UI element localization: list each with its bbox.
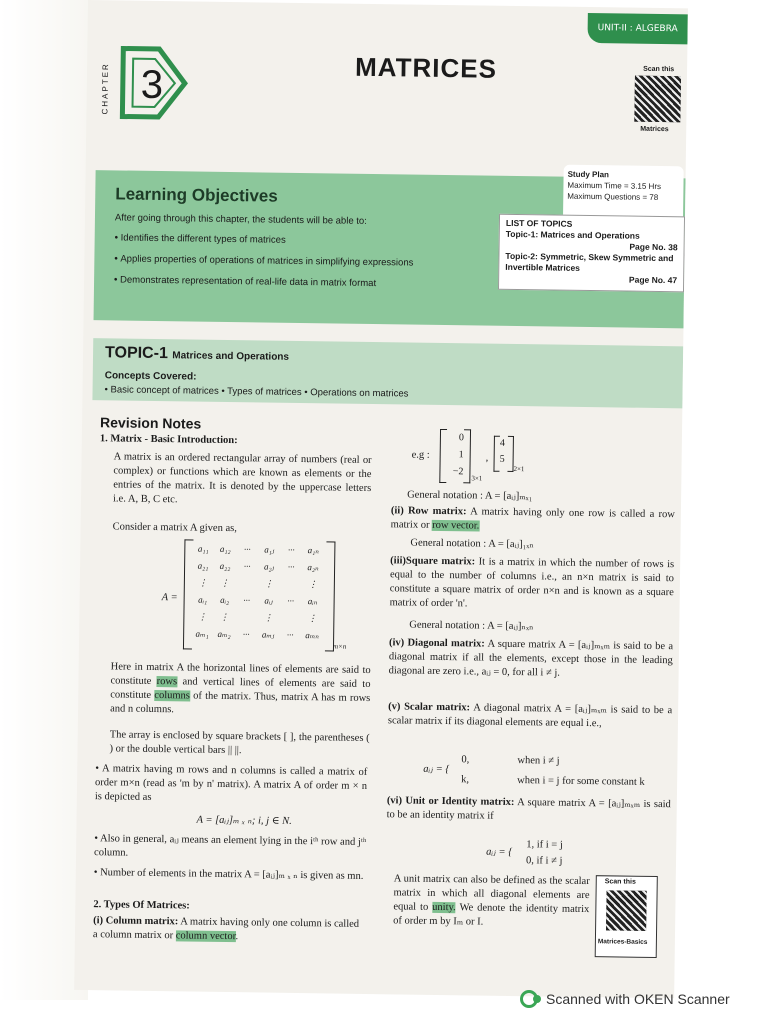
matrix-cell [279, 613, 301, 630]
unit-matrix-text [393, 872, 590, 931]
objective-item: • Applies properties of operations of matrices in simplifying expressions [114, 253, 413, 268]
row-matrix-text [391, 504, 675, 536]
matrix-cell: aₘ₂ [217, 628, 231, 640]
matrix-cell: ··· [287, 544, 295, 555]
qr-code-bottom [606, 890, 647, 931]
matrix-intro-text: A matrix is an ordered rectangular array of numbers (real or complex) or functions which are known as elements or the entries of the matrix. It is denoted by the uppercase letters i.e. A, B, C etc. [112, 451, 372, 506]
matrix-cell: a₂₂ [219, 560, 231, 572]
matrix-row [191, 595, 327, 614]
general-notation-3: General notation : A = [aᵢⱼ]ₙₓₙ [409, 619, 534, 633]
concepts-heading: Concepts Covered: [104, 370, 197, 383]
scalar-case-1: 0, [461, 754, 470, 766]
unity-highlight: unity. [432, 901, 456, 914]
rows-text-2: and vertical lines of elements are said to constitute [110, 676, 371, 701]
general-notation-1: General notation : A = [aᵢⱼ]ₘₓ₁ [407, 489, 533, 503]
matrix-cell: aᵢⱼ [264, 595, 273, 606]
study-plan-time: Maximum Time = 3.15 Hrs [567, 180, 662, 192]
matrix-row [192, 578, 328, 597]
matrix-cell: ⋮ [197, 611, 207, 622]
identity-matrix-text [387, 794, 671, 826]
scanner-watermark [520, 990, 730, 1008]
matrix-cell: ⋮ [307, 613, 317, 624]
page-title: MATRICES [354, 51, 498, 84]
matrix-cell [280, 579, 302, 596]
matrix-cell: ⋮ [264, 578, 274, 589]
matrix-cell: a₁₂ [219, 543, 231, 555]
matrix-row [192, 544, 328, 563]
matrix-cell: ⋮ [263, 612, 273, 623]
matrix-cell: a₁ₙ [307, 545, 320, 556]
topic-1-page: Page No. 38 [629, 241, 678, 253]
matrix-row [192, 561, 328, 580]
study-plan-title: Study Plan [567, 169, 610, 180]
order-bullet: • A matrix having m rows and n columns is called a matrix of order m×n (read as 'm by n' matrix). A matrix A of order m × n is depicted as [94, 763, 368, 803]
rows-highlight: rows [156, 676, 178, 688]
objective-item: • Identifies the different types of matrices [115, 232, 414, 247]
example-label: e.g : [411, 449, 430, 461]
matrix-cell: ··· [287, 595, 295, 606]
topics-box [498, 214, 685, 293]
qr-caption-top: Matrices [640, 125, 669, 134]
unit-matrix-notation: We denote the identity matrix of order m by Iₘ or I. [393, 902, 590, 928]
matrix-cell: ··· [243, 544, 251, 555]
textbook-page [74, 0, 688, 998]
matrix-cell [236, 578, 258, 595]
matrix-A-grid [191, 544, 328, 648]
matrix-cell: ⋮ [220, 577, 230, 589]
scan-label-top: Scan this [643, 65, 675, 74]
page-margin [0, 0, 88, 1000]
topics-title: LIST OF TOPICS [505, 217, 573, 229]
matrix-cell: aₘₙ [305, 630, 320, 641]
column-matrix-text: (i) Column matrix: A matrix having only one column is called a column matrix or column vector. [92, 915, 360, 943]
matrix-cell: a₂ₙ [307, 562, 319, 573]
matrix-cell: ··· [286, 629, 294, 640]
topic-2-entry: Topic-2: Symmetric, Skew Symmetric and Invertible Matrices [505, 250, 674, 273]
scalar-matrix-def: A diagonal matrix A = [aᵢⱼ]ₘₓₘ is said to be a scalar matrix if its diagonal elements are equal i.e., [387, 702, 673, 730]
count-bullet: • Number of elements in the matrix A = [aᵢⱼ]ₘ ₓ ₙ is given as mn. [93, 867, 364, 882]
objective-item: • Demonstrates representation of real-life data in matrix format [114, 274, 413, 289]
row-matrix-def: A matrix having only one row is called a row matrix or [390, 506, 675, 531]
row-matrix-label: (ii) Row matrix: [390, 505, 467, 518]
scalar-case-2-cond: when i = j for some constant k [517, 775, 645, 788]
matrix-cell: ··· [287, 561, 295, 572]
scalar-case-2: k, [461, 774, 470, 786]
chapter-number-arrow [118, 42, 189, 123]
matrix-cell: aᵢ₁ [198, 594, 208, 605]
eg-right-bracket [463, 429, 471, 483]
topic-heading [105, 344, 289, 365]
objectives-list [114, 232, 414, 299]
qr-code-top [634, 76, 681, 123]
matrix-cell: a₂₁ [197, 560, 209, 571]
columns-highlight: columns [154, 689, 191, 702]
order-equation: A = [aᵢⱼ]ₘ ₓ ₙ; i, j ∈ N. [196, 814, 292, 827]
rows-text-3: of the matrix. Thus, matrix A has m rows and n columns. [110, 690, 371, 716]
topic-number: TOPIC-1 [104, 344, 169, 363]
rows-text-1: Here in matrix A the horizontal lines of elements are said to constitute [110, 661, 371, 688]
eg-comma: , [485, 452, 489, 464]
topic-subtitle: Matrices and Operations [172, 350, 290, 363]
count-text: Number of elements in the matrix A = [aᵢⱼ]ₘ ₓ ₙ is given as mn. [100, 867, 364, 882]
matrix-cell: a₁₁ [197, 543, 209, 554]
topic-2-page: Page No. 47 [628, 274, 678, 286]
scalar-case-1-cond: when i ≠ j [517, 755, 560, 767]
matrix-cell: a₂ⱼ [264, 561, 275, 572]
matrix-cell: a₁ⱼ [264, 544, 275, 555]
element-bullet: • Also in general, aᵢⱼ means an element lying in the iᵗʰ row and jᵗʰ column. [94, 833, 367, 859]
matrix-cell: aᵢ₂ [220, 594, 230, 606]
matrix-cell: aₘⱼ [261, 629, 275, 640]
eg-column-matrix-2: 4 5 [499, 437, 505, 465]
matrix-A-label: A = [161, 592, 178, 604]
qr-caption-bottom: Matrices-Basics [597, 938, 648, 946]
eg-left-bracket [439, 429, 447, 483]
rows-columns-text [110, 660, 371, 720]
matrix-cell: ··· [242, 629, 250, 640]
diagonal-matrix-text [389, 636, 674, 682]
eg-order-1: 3×1 [471, 474, 483, 483]
column-matrix-def: A matrix having only one column is called a column matrix or [92, 916, 360, 942]
matrix-cell: ⋮ [219, 611, 229, 623]
column-matrix-label: (i) Column matrix: [93, 915, 179, 928]
square-matrix-label: (iii)Square matrix: [390, 555, 476, 568]
matrix-cell: ··· [243, 595, 251, 606]
matrix-cell: ··· [243, 561, 251, 572]
scalar-matrix-text [388, 700, 672, 732]
unit-tab: UNIT-II : ALGEBRA [587, 13, 687, 44]
identity-case-1: 1, if i = j [526, 839, 563, 851]
section-1-heading: 1. Matrix - Basic Introduction: [99, 433, 238, 447]
concepts-list: • Basic concept of matrices • Types of matrices • Operations on matrices [104, 384, 409, 400]
order-text: A matrix having m rows and n columns is called a matrix of order m×n (read as 'm by n' matrix). A matrix A of order m × n is depicted as [94, 763, 368, 803]
matrix-row [191, 612, 327, 631]
eg-column-matrix-1: 0 1 −2 [452, 432, 465, 478]
scan-label-bottom: Scan this [604, 878, 636, 886]
eg-order-2: 2×1 [513, 464, 525, 474]
column-vector-highlight: column vector [175, 930, 236, 943]
oken-logo-icon [520, 990, 538, 1008]
chapter-number: 3 [140, 62, 164, 108]
scanner-text: Scanned with OKEN Scanner [546, 991, 730, 1007]
unit-matrix-def: A unit matrix can also be defined as the scalar matrix in which all diagonal elements are equal to [393, 873, 590, 913]
matrix-cell: ⋮ [308, 579, 318, 590]
scalar-matrix-label: (v) Scalar matrix: [388, 701, 471, 714]
qr-box-bottom [595, 875, 658, 958]
identity-case-2: 0, if i ≠ j [525, 855, 563, 867]
identity-matrix-label: (vi) Unit or Identity matrix: [386, 795, 515, 809]
diagonal-matrix-def: A square matrix A = [aᵢⱼ]ₘₓₘ is said to be a diagonal matrix if all the elements, except those in the leading diagonal are zero i.e., aᵢⱼ = 0, for all i ≠ j. [388, 638, 674, 679]
brackets-text: The array is enclosed by square brackets [ ], the parentheses ( ) or the double vertical bars || ||. [109, 729, 370, 757]
matrix-cell: aᵢₙ [307, 596, 318, 607]
matrix-row [191, 629, 327, 648]
identity-matrix-def: A square matrix A = [aᵢⱼ]ₘₓₘ is said to be an identity matrix if [386, 797, 671, 822]
element-text: Also in general, aᵢⱼ means an element lying in the iᵗʰ row and jᵗʰ column. [94, 833, 367, 859]
matrix-cell: aₘ₁ [195, 628, 209, 639]
revision-notes-heading: Revision Notes [99, 414, 202, 432]
study-plan-questions: Maximum Questions = 78 [567, 191, 659, 202]
square-matrix-def: It is a matrix in which the number of rows is equal to the number of columns i.e., an n×n matrix is said to constitute a square matrix of order n×n and is known as a square matrix of order 'n'. [389, 556, 675, 610]
topic-1-entry: Topic-1: Matrices and Operations [505, 228, 640, 241]
matrix-A-order: m×n [332, 642, 347, 651]
scalar-aij: aᵢⱼ = { [423, 763, 450, 776]
general-notation-2: General notation : A = [aᵢⱼ]₁ₓₙ [410, 537, 534, 551]
diagonal-matrix-label: (iv) Diagonal matrix: [388, 637, 485, 650]
matrix-cell: ⋮ [198, 577, 208, 588]
consider-text: Consider a matrix A given as, [112, 521, 237, 535]
chapter-label: CHAPTER [100, 62, 111, 115]
identity-aij: aᵢⱼ = { [486, 846, 513, 859]
matrix-cell [235, 612, 257, 629]
objectives-intro: After going through this chapter, the students will be able to: [114, 212, 367, 227]
objectives-heading: Learning Objectives [115, 184, 278, 206]
square-matrix-text [390, 554, 675, 614]
row-vector-highlight: row vector. [432, 519, 480, 532]
section-2-heading: 2. Types Of Matrices: [93, 899, 190, 912]
